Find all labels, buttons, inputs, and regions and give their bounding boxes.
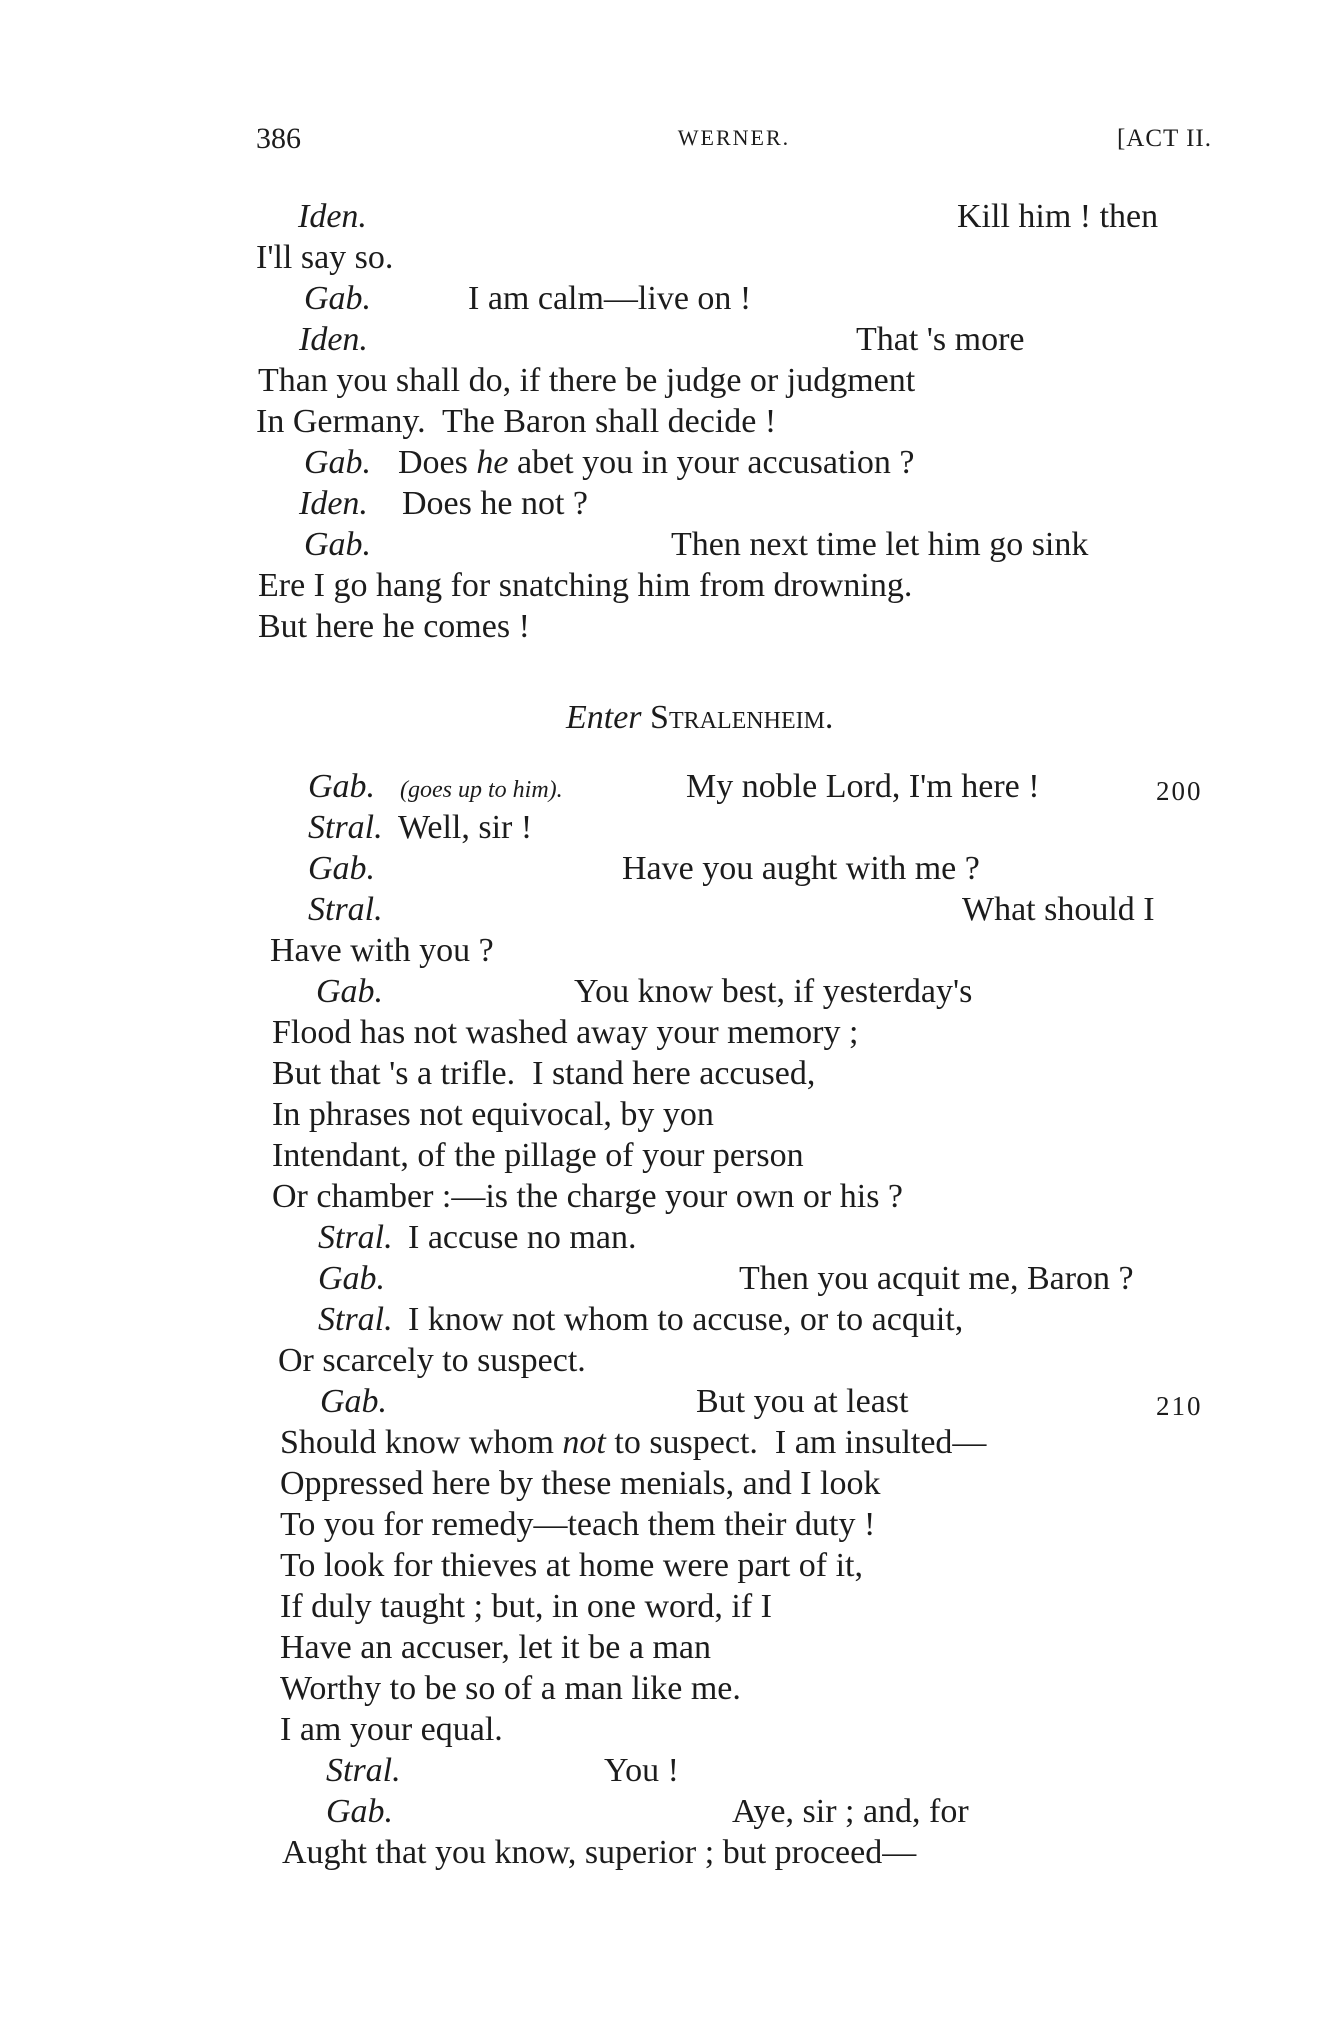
line-text: Worthy to be so of a man like me. — [280, 1670, 741, 1707]
verse-line — [256, 972, 1216, 1012]
verse-line — [256, 1669, 1216, 1709]
verse-line — [256, 1259, 1216, 1299]
speaker-name: Iden. — [298, 198, 367, 235]
verse-line — [256, 1423, 1216, 1463]
line-text: I am your equal. — [280, 1711, 503, 1748]
verse-line — [256, 484, 1216, 524]
verse-line — [256, 890, 1216, 930]
speaker-name: Stral. — [308, 891, 383, 928]
line-text: Have with you ? — [270, 932, 494, 969]
speaker-name: Gab. — [316, 973, 384, 1010]
stage-direction-text — [566, 698, 833, 738]
speaker-name: Gab. — [326, 1793, 394, 1830]
line-text: Well, sir ! — [398, 809, 533, 846]
page-number: 386 — [256, 122, 301, 155]
verse-line — [256, 1628, 1216, 1668]
line-text: You know best, if yesterday's — [574, 973, 973, 1010]
verse-line — [256, 849, 1216, 889]
line-text: Then you acquit me, Baron ? — [739, 1260, 1134, 1297]
act-label: [ACT II. — [1116, 125, 1212, 152]
verse-line — [256, 1505, 1216, 1545]
line-text: I accuse no man. — [408, 1219, 637, 1256]
verse-line — [256, 1464, 1216, 1504]
verse-line — [256, 361, 1216, 401]
line-text: Aye, sir ; and, for — [732, 1793, 969, 1830]
line-text: Or scarcely to suspect. — [278, 1342, 586, 1379]
speaker-name: Stral. — [326, 1752, 401, 1789]
verse-line — [256, 1300, 1216, 1340]
verse-line — [256, 1136, 1216, 1176]
stage-direction — [256, 698, 1216, 738]
verse-line — [256, 1013, 1216, 1053]
line-text: To look for thieves at home were part of it, — [280, 1547, 863, 1584]
speaker-name: Gab. — [308, 768, 376, 805]
verse-line — [256, 1218, 1216, 1258]
line-text-part: to suspect. I am insulted— — [605, 1424, 987, 1461]
line-text: You ! — [604, 1752, 679, 1789]
emphasis: not — [562, 1424, 606, 1461]
line-text: That 's more — [856, 321, 1025, 358]
verse-line — [256, 1054, 1216, 1094]
line-text: Have an accuser, let it be a man — [280, 1629, 711, 1666]
line-number: 200 — [1156, 776, 1203, 806]
verse-line — [256, 1095, 1216, 1135]
line-text: Or chamber :—is the charge your own or his ? — [272, 1178, 904, 1215]
line-text: I know not whom to accuse, or to acquit, — [408, 1301, 964, 1338]
verse-line — [256, 1341, 1216, 1381]
verse-line — [256, 320, 1216, 360]
verse-line — [256, 525, 1216, 565]
verse-line — [256, 402, 1216, 442]
verse-line — [256, 1177, 1216, 1217]
line-text: Flood has not washed away your memory ; — [272, 1014, 859, 1051]
verse-line — [256, 238, 1216, 278]
verse-line — [256, 607, 1216, 647]
speaker-name: Stral. — [308, 809, 383, 846]
verse-line — [256, 197, 1216, 237]
line-text — [280, 1423, 986, 1463]
character-entering: Stralenheim. — [650, 699, 834, 736]
verse-line — [256, 566, 1216, 606]
speaker-name: Stral. — [318, 1219, 393, 1256]
line-text: I'll say so. — [256, 239, 394, 276]
line-text: If duly taught ; but, in one word, if I — [280, 1588, 772, 1625]
line-text: But that 's a trifle. I stand here accused, — [272, 1055, 816, 1092]
page-header — [256, 122, 1212, 162]
line-text: Ere I go hang for snatching him from drowning. — [258, 567, 913, 604]
line-text: What should I — [962, 891, 1155, 928]
line-text: Kill him ! then — [957, 198, 1159, 235]
line-text: To you for remedy—teach them their duty ! — [280, 1506, 876, 1543]
verse-line — [256, 1710, 1216, 1750]
verse-line — [256, 1792, 1216, 1832]
verse-line — [256, 1546, 1216, 1586]
verse-line — [256, 808, 1216, 848]
speaker-name: Iden. — [299, 321, 368, 358]
line-text-part: Does — [398, 444, 477, 481]
enter-label: Enter — [566, 699, 642, 736]
line-text: Then next time let him go sink — [671, 526, 1089, 563]
line-text: Does he not ? — [402, 485, 589, 522]
line-number: 210 — [1156, 1391, 1203, 1421]
line-text: Aught that you know, superior ; but proceed— — [282, 1834, 917, 1871]
verse-line — [256, 279, 1216, 319]
line-text: Than you shall do, if there be judge or judgment — [258, 362, 916, 399]
verse-line — [256, 1833, 1216, 1873]
speaker-name: Gab. — [304, 526, 372, 563]
speaker-name: Gab. — [304, 444, 372, 481]
line-text: But here he comes ! — [258, 608, 530, 645]
line-text: In phrases not equivocal, by yon — [272, 1096, 714, 1133]
line-text-part: abet you in your accusation ? — [508, 444, 915, 481]
line-text — [398, 443, 914, 483]
speaker-name: Gab. — [304, 280, 372, 317]
line-text: My noble Lord, I'm here ! — [686, 768, 1040, 805]
verse-line — [256, 1751, 1216, 1791]
speaker-name: Gab. — [318, 1260, 386, 1297]
verse-line — [256, 931, 1216, 971]
line-text: But you at least — [696, 1383, 909, 1420]
verse-line — [256, 443, 1216, 483]
speaker-name: Gab. — [308, 850, 376, 887]
verse-line — [256, 1382, 1216, 1422]
line-text-part: Should know whom — [280, 1424, 563, 1461]
stage-direction-inline: (goes up to him). — [400, 777, 563, 803]
line-text: Intendant, of the pillage of your person — [272, 1137, 804, 1174]
line-text: In Germany. The Baron shall decide ! — [256, 403, 777, 440]
line-text: Have you aught with me ? — [622, 850, 980, 887]
emphasis: he — [476, 444, 509, 481]
speaker-name: Gab. — [320, 1383, 388, 1420]
speaker-name: Stral. — [318, 1301, 393, 1338]
line-text: Oppressed here by these menials, and I look — [280, 1465, 881, 1502]
speaker-name: Iden. — [299, 485, 368, 522]
verse-line — [256, 767, 1216, 807]
line-text: I am calm—live on ! — [468, 280, 752, 317]
running-title: WERNER. — [677, 125, 791, 150]
verse-line — [256, 1587, 1216, 1627]
